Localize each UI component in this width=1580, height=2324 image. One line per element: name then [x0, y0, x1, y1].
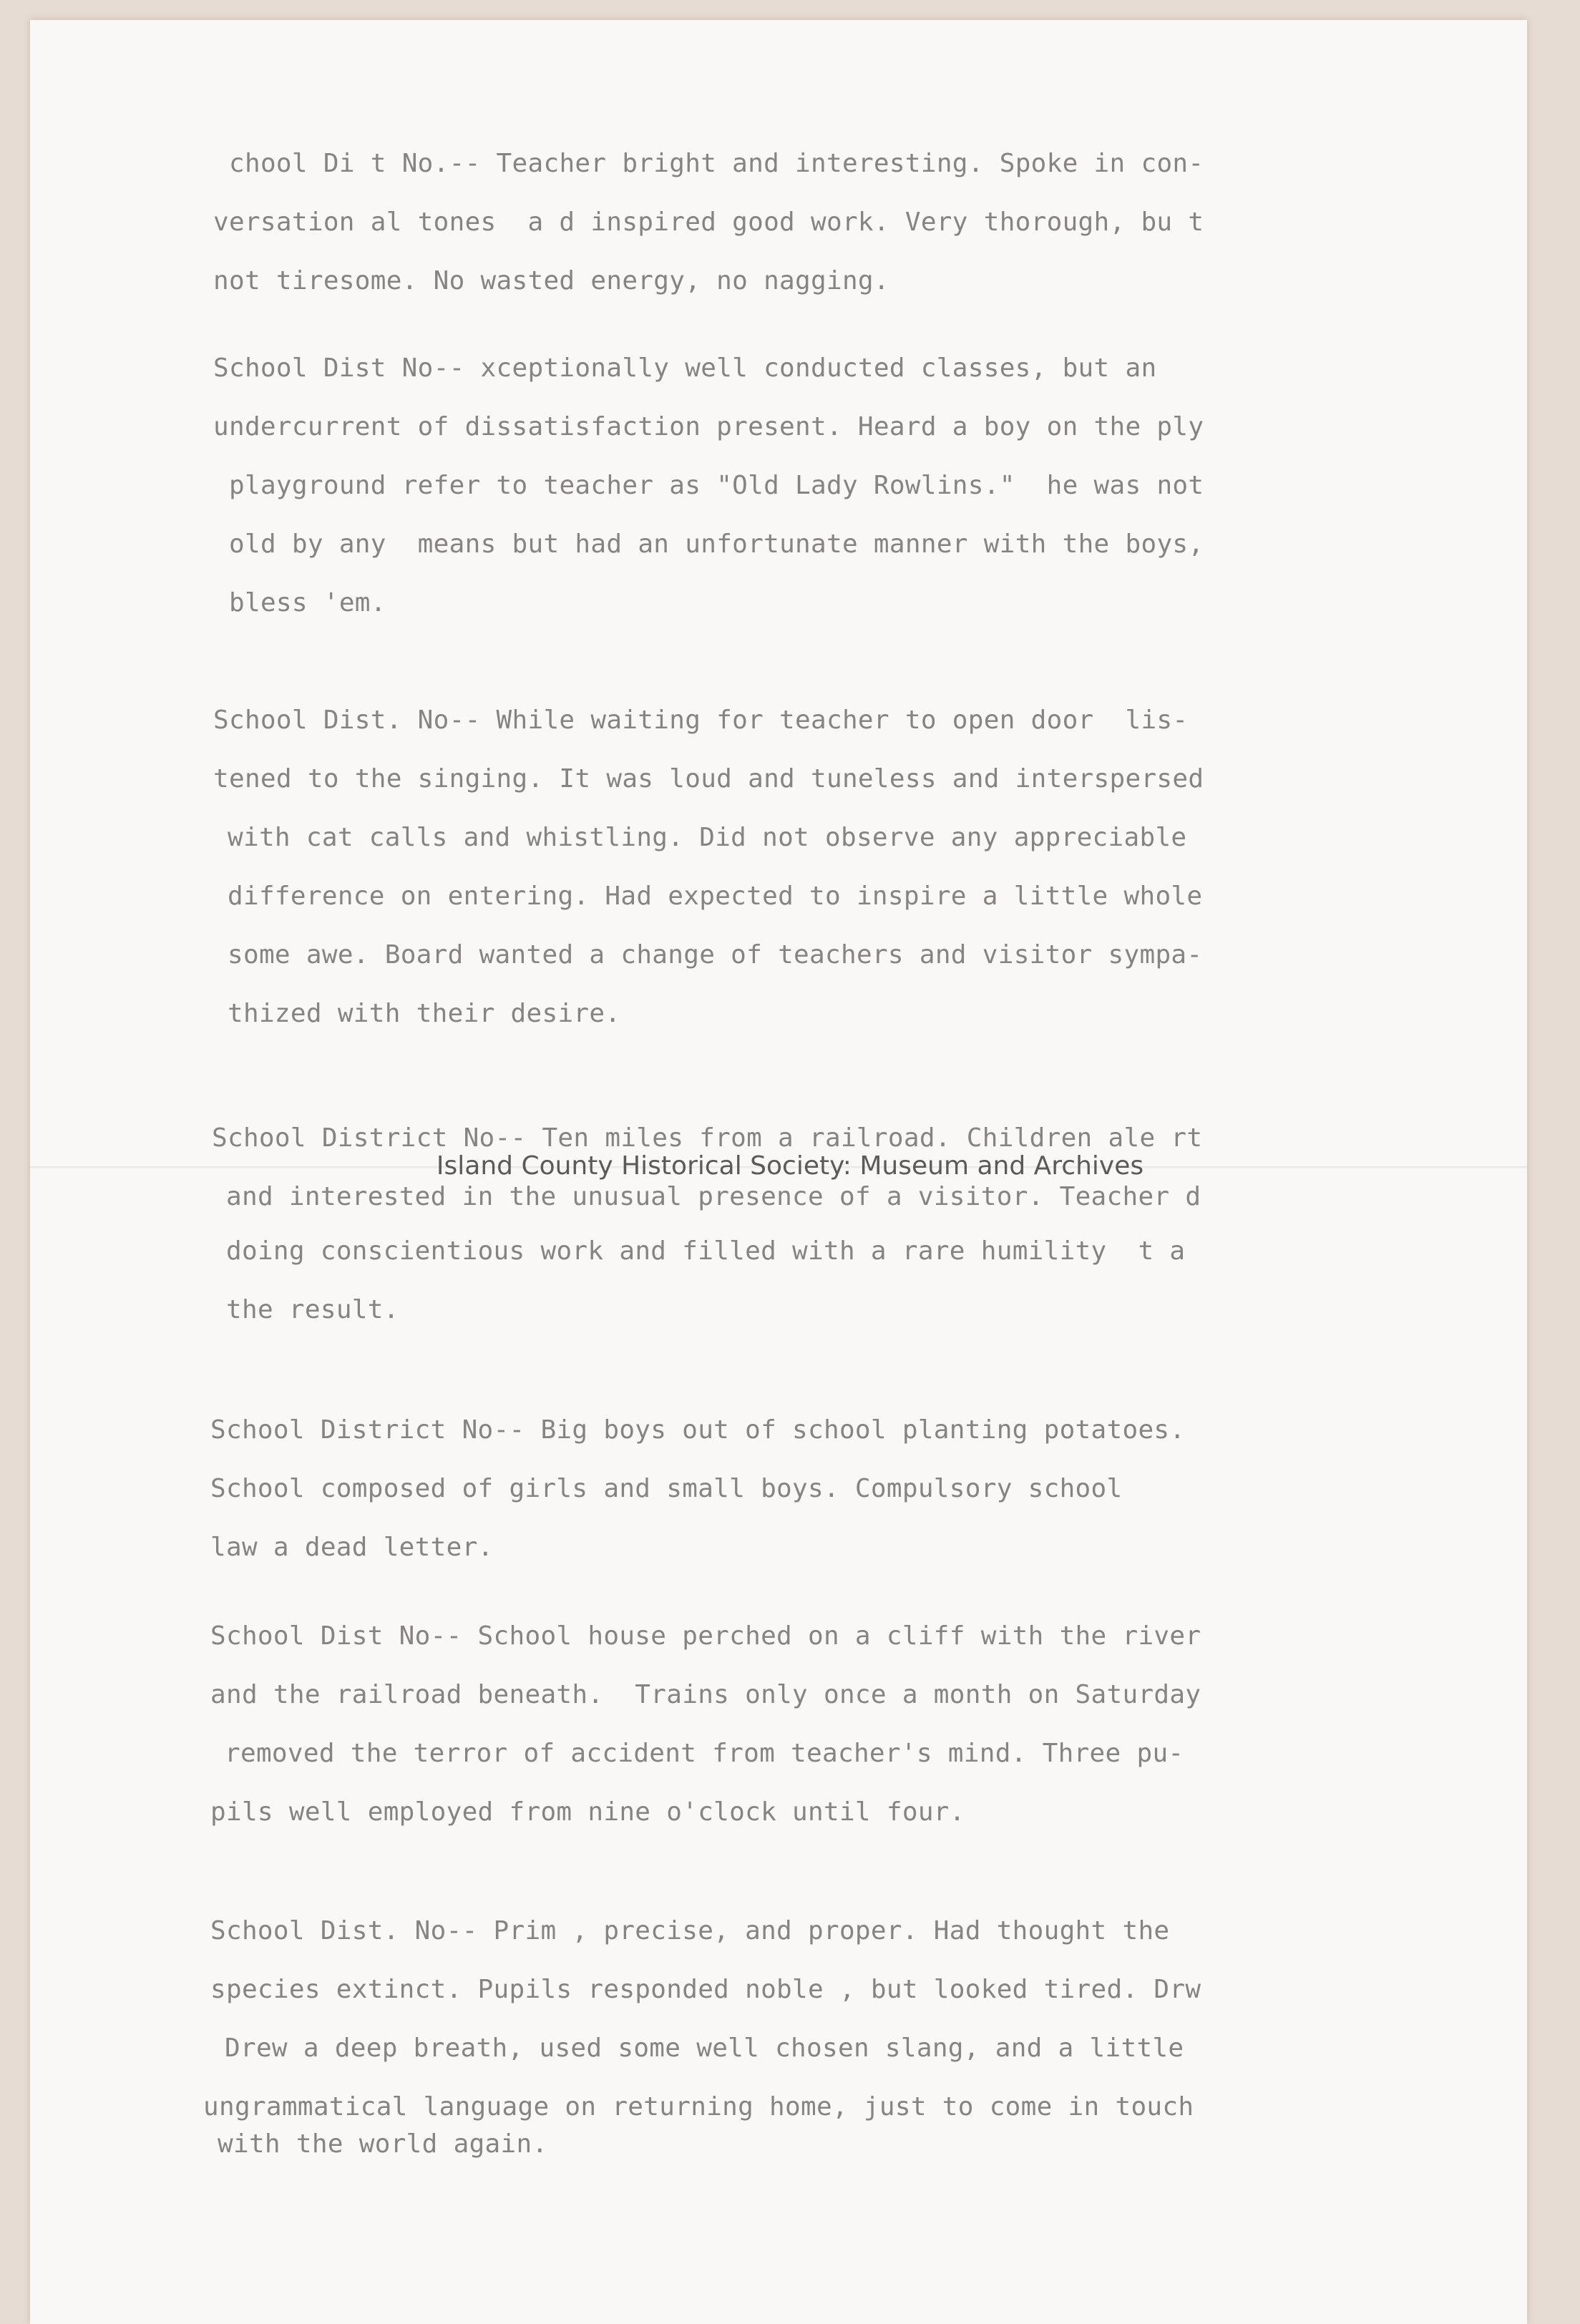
text-line: bless 'em.: [229, 588, 386, 617]
text-line: law a dead letter.: [210, 1533, 494, 1562]
text-line: playground refer to teacher as "Old Lady Rowlins." he was not: [229, 471, 1204, 500]
text-line: versation al tones a d inspired good work. Very thorough, bu t: [213, 208, 1204, 237]
text-line: and the railroad beneath. Trains only once a month on Saturday: [210, 1680, 1201, 1709]
text-line: chool Di t No.-- Teacher bright and interesting. Spoke in con-: [229, 149, 1204, 178]
text-line: pils well employed from nine o'clock until four.: [210, 1797, 965, 1827]
text-line: School District No-- Big boys out of school planting potatoes.: [210, 1415, 1186, 1445]
text-line: and interested in the unusual presence of a visitor. Teacher d: [226, 1182, 1201, 1211]
text-line: with the world again.: [218, 2129, 548, 2159]
text-line: not tiresome. No wasted energy, no nagging.: [213, 266, 889, 296]
text-line: difference on entering. Had expected to inspire a little whole: [228, 882, 1203, 911]
text-line: School composed of girls and small boys. Compulsory school: [210, 1474, 1123, 1503]
archive-watermark: Island County Historical Society: Museum and Archives: [436, 1151, 1144, 1181]
text-line: tened to the singing. It was loud and tuneless and interspersed: [213, 764, 1204, 794]
text-line: School Dist. No-- Prim , precise, and proper. Had thought the: [210, 1916, 1170, 1945]
text-line: School Dist. No-- While waiting for teacher to open door lis-: [213, 706, 1189, 735]
text-line: doing conscientious work and filled with a rare humility t a: [226, 1236, 1186, 1266]
text-line: species extinct. Pupils responded noble , but looked tired. Drw: [210, 1975, 1201, 2004]
text-line: old by any means but had an unfortunate manner with the boys,: [229, 529, 1204, 559]
text-line: the result.: [226, 1295, 399, 1324]
text-line: ungrammatical language on returning home, just to come in touch: [203, 2092, 1194, 2122]
text-line: School District No-- Ten miles from a railroad. Children ale rt: [212, 1123, 1203, 1153]
text-line: some awe. Board wanted a change of teachers and visitor sympa-: [228, 940, 1203, 970]
text-line: undercurrent of dissatisfaction present. Heard a boy on the ply: [213, 412, 1204, 441]
text-line: with cat calls and whistling. Did not observe any appreciable: [228, 823, 1187, 852]
text-line: School Dist No-- xceptionally well conducted classes, but an: [213, 353, 1157, 383]
text-line: removed the terror of accident from teacher's mind. Three pu-: [225, 1739, 1184, 1768]
text-line: School Dist No-- School house perched on a cliff with the river: [210, 1621, 1201, 1651]
text-line: Drew a deep breath, used some well chosen slang, and a little: [225, 2034, 1184, 2063]
text-line: thized with their desire.: [228, 999, 621, 1028]
